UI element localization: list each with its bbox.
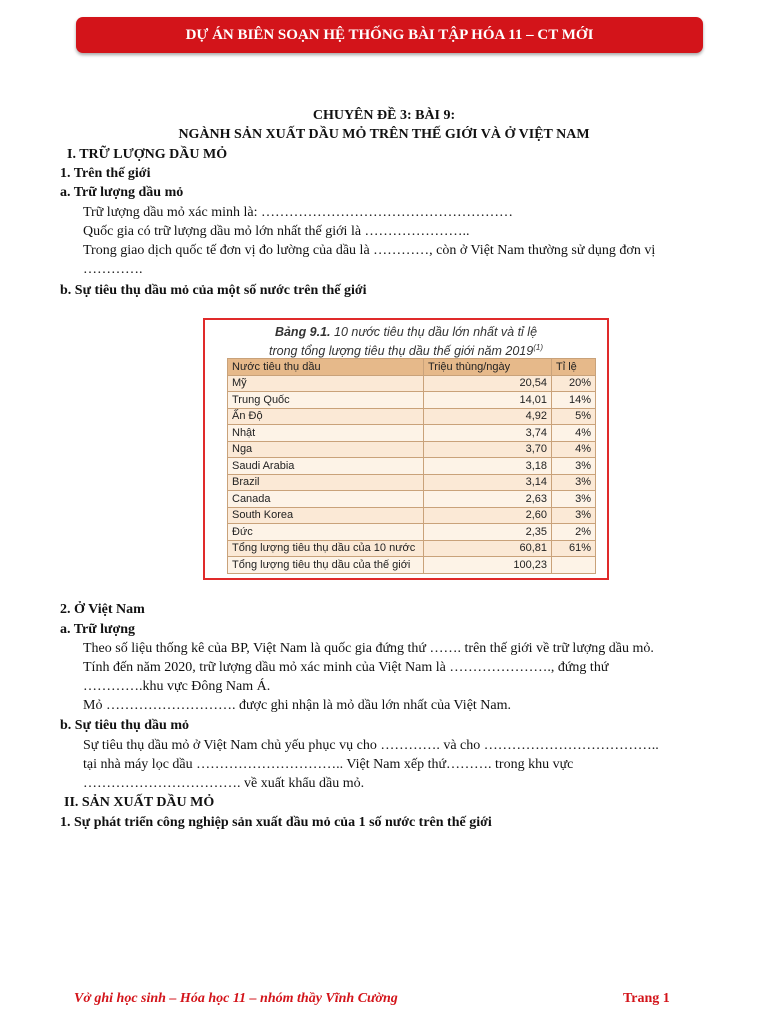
cell-volume: 2,35 <box>424 524 552 541</box>
cell-share: 61% <box>552 540 596 557</box>
table-row <box>228 408 596 425</box>
cell-country: Canada <box>228 491 424 508</box>
line-vn-largest-field: Mỏ ………………………. được ghi nhận là mỏ dầu lớn nhất của Việt Nam. <box>83 698 512 713</box>
table-caption <box>205 324 607 359</box>
cell-volume: 3,74 <box>424 425 552 442</box>
cell-volume: 2,60 <box>424 507 552 524</box>
lesson-title-line1: CHUYÊN ĐỀ 3: BÀI 9: <box>312 108 456 123</box>
cell-share: 3% <box>552 507 596 524</box>
cell-country: Saudi Arabia <box>228 458 424 475</box>
cell-share: 3% <box>552 474 596 491</box>
cell-country: Tổng lượng tiêu thụ dầu của thế giới <box>228 557 424 574</box>
footer-notebook-title: Vở ghi học sinh – Hóa học 11 – nhóm thầy Vĩnh Cường <box>74 991 398 1006</box>
table-caption-sup: (1) <box>533 343 543 352</box>
table-caption-text: 10 nước tiêu thụ dầu lớn nhất và tỉ lệ <box>330 325 538 339</box>
table-row <box>228 557 596 574</box>
col-header-volume: Triệu thùng/ngày <box>424 359 552 376</box>
line-vn-2020-cont: ………….khu vực Đông Nam Á. <box>83 679 271 694</box>
cell-country: Đức <box>228 524 424 541</box>
line-largest-reserves: Quốc gia có trữ lượng dầu mỏ lớn nhất thế giới là ………………….. <box>83 224 470 239</box>
table-row <box>228 458 596 475</box>
subheading-vn-consumption: b. Sự tiêu thụ dầu mỏ <box>60 718 189 733</box>
oil-consumption-table <box>227 358 596 574</box>
cell-country: Brazil <box>228 474 424 491</box>
line-reserves-definition: Trữ lượng dầu mỏ xác minh là: ……………………………………………… <box>83 205 513 220</box>
table-row <box>228 392 596 409</box>
cell-volume: 60,81 <box>424 540 552 557</box>
cell-share: 4% <box>552 425 596 442</box>
footer-page-number: Trang 1 <box>623 991 670 1006</box>
cell-volume: 100,23 <box>424 557 552 574</box>
cell-volume: 2,63 <box>424 491 552 508</box>
cell-country: South Korea <box>228 507 424 524</box>
subheading-world: 1. Trên thế giới <box>60 166 151 181</box>
line-vn-export: ……………………………. về xuất khẩu dầu mỏ. <box>83 776 365 791</box>
table-row <box>228 540 596 557</box>
cell-volume: 20,54 <box>424 375 552 392</box>
section-heading-1: I. TRỮ LƯỢNG DẦU MỎ <box>67 147 228 162</box>
table-caption-line2: trong tổng lượng tiêu thụ dầu thế giới năm 2019 <box>269 344 534 359</box>
cell-share: 5% <box>552 408 596 425</box>
cell-country: Tổng lượng tiêu thụ dầu của 10 nước <box>228 540 424 557</box>
cell-share: 20% <box>552 375 596 392</box>
table-row <box>228 524 596 541</box>
lesson-title-line2: NGÀNH SẢN XUẤT DẦU MỎ TRÊN THẾ GIỚI VÀ Ở VIỆT NAM <box>178 127 590 142</box>
table-row <box>228 425 596 442</box>
cell-country: Trung Quốc <box>228 392 424 409</box>
cell-country: Nga <box>228 441 424 458</box>
cell-volume: 4,92 <box>424 408 552 425</box>
table-row <box>228 441 596 458</box>
line-units: Trong giao dịch quốc tế đơn vị đo lường của dầu là …………, còn ở Việt Nam thường sử dụng đơn vị <box>83 243 656 258</box>
cell-share: 4% <box>552 441 596 458</box>
section-heading-2: II. SẢN XUẤT DẦU MỎ <box>64 795 215 810</box>
header-banner <box>76 17 703 53</box>
subheading-reserves: a. Trữ lượng dầu mỏ <box>60 185 184 200</box>
line-vn-refinery: tại nhà máy lọc dầu ………………………….. Việt Nam xếp thứ………. trong khu vực <box>83 757 574 772</box>
table-row <box>228 491 596 508</box>
table-row <box>228 507 596 524</box>
line-vn-2020: Tính đến năm 2020, trữ lượng dầu mỏ xác minh của Việt Nam là …………………., đứng thứ <box>83 660 609 675</box>
cell-share: 3% <box>552 458 596 475</box>
table-caption-label: Bảng 9.1. <box>274 325 331 339</box>
line-vn-rank: Theo số liệu thống kê của BP, Việt Nam là quốc gia đứng thứ ……. trên thế giới về trữ lượng dầu mỏ. <box>83 641 654 656</box>
cell-share: 3% <box>552 491 596 508</box>
cell-volume: 14,01 <box>424 392 552 409</box>
oil-consumption-table-figure <box>203 318 609 580</box>
cell-share: 2% <box>552 524 596 541</box>
subheading-production: 1. Sự phát triển công nghiệp sản xuất dầu mỏ của 1 số nước trên thế giới <box>60 815 492 830</box>
col-header-share: Tỉ lệ <box>552 359 596 376</box>
line-vn-consumption: Sự tiêu thụ dầu mỏ ở Việt Nam chủ yếu phục vụ cho …………. và cho ……………………………….. <box>83 738 659 753</box>
cell-country: Mỹ <box>228 375 424 392</box>
cell-volume: 3,70 <box>424 441 552 458</box>
cell-share: 14% <box>552 392 596 409</box>
table-row <box>228 375 596 392</box>
cell-volume: 3,18 <box>424 458 552 475</box>
table-row <box>228 474 596 491</box>
col-header-country: Nước tiêu thụ dầu <box>228 359 424 376</box>
cell-share <box>552 557 596 574</box>
cell-country: Nhật <box>228 425 424 442</box>
subheading-consumption: b. Sự tiêu thụ dầu mỏ của một số nước trên thế giới <box>60 283 367 298</box>
banner-title: DỰ ÁN BIÊN SOẠN HỆ THỐNG BÀI TẬP HÓA 11 – CT MỚI <box>185 26 594 43</box>
cell-country: Ấn Độ <box>228 408 424 425</box>
subheading-vietnam: 2. Ở Việt Nam <box>60 602 145 617</box>
line-units-cont: …………. <box>83 262 143 277</box>
table-header-row <box>228 359 596 376</box>
subheading-vn-reserves: a. Trữ lượng <box>60 622 135 637</box>
cell-volume: 3,14 <box>424 474 552 491</box>
